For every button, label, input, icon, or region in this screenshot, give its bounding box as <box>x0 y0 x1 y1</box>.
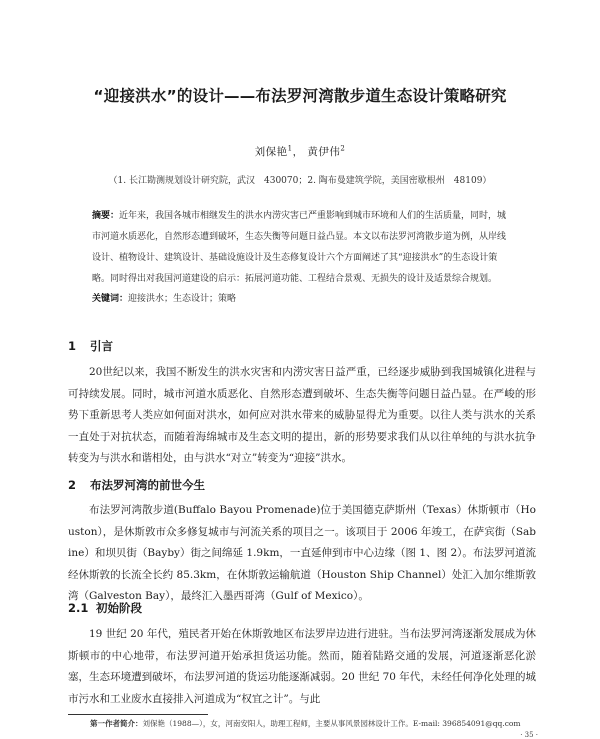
author-affiliation-mark: 2 <box>340 144 346 153</box>
author-line <box>0 144 600 159</box>
abstract-text: 近年来，我国各城市相继发生的洪水内涝灾害已严重影响到城市环境和人们的生活质量，同时，城市河道水质恶化，自然形态遭到破坏，生态失衡等问题日益凸显。本文以布法罗河湾散步道为例，从岸线设计、植物设计、建筑设计、基础设施设计及生态修复设计六个方面阐述了其“迎接洪水”的生态设计策略。同时得出对我国河道建设的启示：拓展河道功能、工程结合景观、无损失的设计及适景综合规划。 <box>92 211 507 284</box>
paper-title: “迎接洪水”的设计——布法罗河湾散步道生态设计策略研究 <box>93 87 507 105</box>
author-separator: ， <box>292 146 304 158</box>
section-title: 初始阶段 <box>96 601 142 615</box>
subsection-heading <box>68 600 142 616</box>
footnote-label: 第一作者简介： <box>90 719 143 728</box>
section-title: 布法罗河湾的前世今生 <box>90 478 205 492</box>
section-number: 2 <box>68 478 77 492</box>
body-paragraph: 布法罗河湾散步道(Buffalo Bayou Promenade)位于美国德克萨斯州（Texas）休斯顿市（Houston），是休斯敦市众多修复城市与河流关系的项目之一。该项目于 2006 年竣工，在萨宾街（Sabine）和坝贝街（Bayby）街之间绵延 1.9km，一直延伸到市中心边缘（图 1、图 2）。布法罗河道流经休斯敦的长流全长约 85.3km，在休斯敦运输航道（Houston Ship Channel）处汇入加尔维斯敦湾（Galveston Bay），最终汇入墨西哥湾（Gulf of Mexico）。 <box>68 504 536 602</box>
footnote-divider <box>68 714 208 715</box>
keywords <box>92 292 512 306</box>
section-number: 1 <box>68 339 77 353</box>
section-number: 2.1 <box>68 601 89 615</box>
body-paragraph: 19 世纪 20 年代，殖民者开始在休斯敦地区布法罗岸边进行进驻。当布法罗河湾逐渐发展成为休斯顿市的中心地带，布法罗河道开始承担货运功能。然而，随着陆路交通的发展，河道逐渐恶化淤塞，生态环境遭到破坏，布法罗河道的货运功能逐渐减弱。20 世纪 70 年代，未经任何净化处理的城市污水和工业废水直接排入河道成为“权宜之计”。与此 <box>68 628 536 705</box>
section-title: 引言 <box>90 339 113 353</box>
keywords-text: 迎接洪水；生态设计；策略 <box>128 294 237 304</box>
section-heading <box>68 338 113 354</box>
footnote <box>90 718 550 729</box>
author-affiliation-mark: 1 <box>287 144 293 153</box>
author-name: 刘保艳 <box>254 146 288 158</box>
section-heading <box>68 477 205 493</box>
affiliations: （1. 长江勘测规划设计研究院，武汉 430070；2. 陶布曼建筑学院，美国密歇根州 48109） <box>108 176 492 186</box>
abstract <box>92 206 512 290</box>
keywords-label: 关键词： <box>92 294 129 304</box>
author-name: 黄伊伟 <box>307 146 341 158</box>
page-number: · 35 · <box>520 731 538 739</box>
footnote-text: 刘保艳（1988—），女，河南安阳人，助理工程师，主要从事风景园林设计工作。E-mail: 396854091@qq.com <box>142 719 521 728</box>
body-paragraph: 20世纪以来，我国不断发生的洪水灾害和内涝灾害日益严重，已经逐步威胁到我国城镇化进程与可持续发展。同时，城市河道水质恶化、自然形态遭到破坏、生态失衡等问题日益凸显。在严峻的形势下重新思考人类应如何面对洪水，如何应对洪水带来的威胁显得尤为重要。以往人类与洪水的关系一直处于对抗状态，而随着海绵城市及生态文明的提出，新的形势要求我们从以往单纯的与洪水抗争转变为与洪水和谐相处，由与洪水“对立”转变为“迎接”洪水。 <box>68 366 536 464</box>
abstract-label: 摘要： <box>92 211 120 221</box>
